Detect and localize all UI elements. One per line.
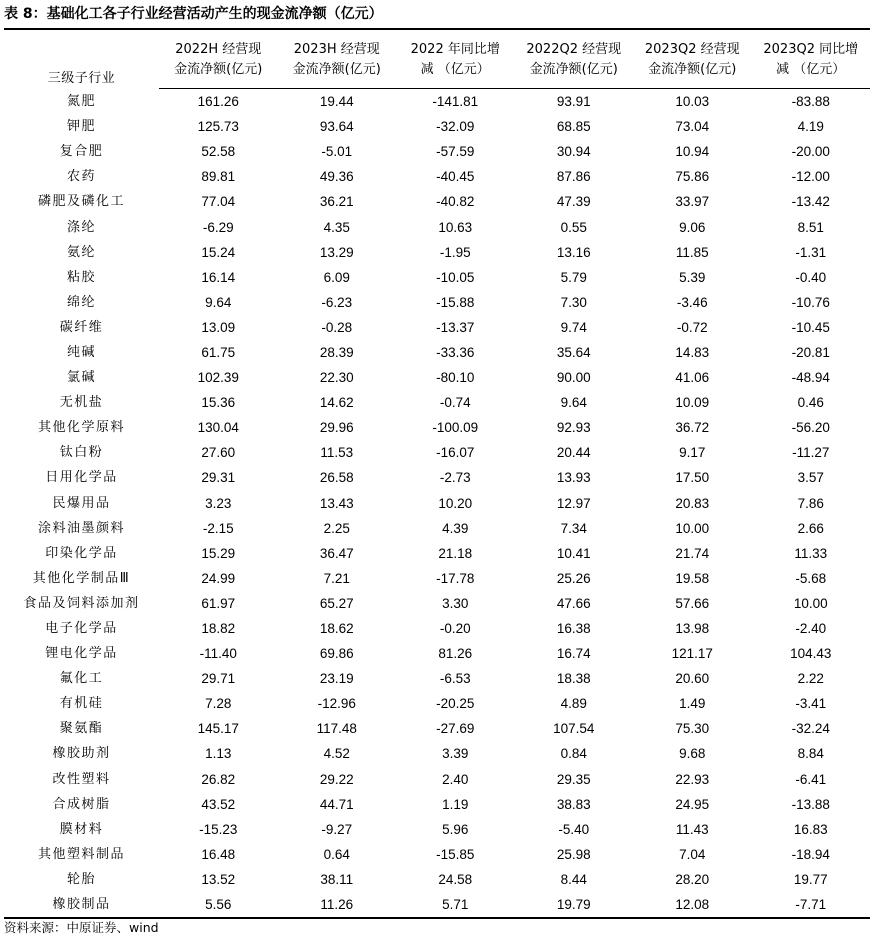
value-cell: 15.24 — [201, 244, 236, 260]
value-cell: 10.94 — [675, 144, 710, 160]
table-row — [4, 792, 870, 817]
value-cell: 13.16 — [556, 244, 591, 260]
value-cell: 13.43 — [319, 495, 354, 511]
value-cell: 49.36 — [319, 169, 354, 185]
value-cell: 117.48 — [316, 721, 357, 737]
subindustry-name: 其他塑料制品 — [37, 846, 125, 862]
value-cell: 18.62 — [319, 621, 354, 637]
value-cell: 4.35 — [323, 219, 350, 235]
subindustry-name: 氮肥 — [66, 93, 96, 109]
table-row — [4, 164, 870, 189]
subindustry-name: 民爆用品 — [52, 495, 111, 511]
value-cell: 16.48 — [201, 846, 236, 862]
header-subindustry: 三级子行业 — [4, 29, 159, 89]
table-row — [4, 491, 870, 516]
value-cell: -12.96 — [317, 696, 356, 712]
table-row — [4, 842, 870, 867]
value-cell: 9.64 — [205, 294, 232, 310]
value-cell: 65.27 — [319, 595, 354, 611]
table-body — [4, 89, 870, 919]
value-cell: -15.88 — [436, 294, 475, 310]
table-row — [4, 867, 870, 892]
value-cell: -15.85 — [436, 846, 475, 862]
value-cell: 20.83 — [675, 495, 710, 511]
value-cell: -83.88 — [791, 94, 830, 110]
value-cell: 47.66 — [556, 595, 591, 611]
value-cell: 10.03 — [675, 94, 710, 110]
value-cell: 161.26 — [197, 94, 239, 110]
value-cell: -0.28 — [321, 319, 353, 335]
subindustry-name: 聚氨酯 — [59, 721, 104, 737]
subindustry-name: 其他化学制品Ⅲ — [32, 570, 131, 586]
value-cell: 29.35 — [556, 771, 591, 787]
value-cell: 130.04 — [197, 420, 239, 436]
value-cell: 92.93 — [556, 420, 591, 436]
value-cell: -2.15 — [202, 520, 234, 536]
table-row — [4, 390, 870, 415]
value-cell: 41.06 — [675, 370, 710, 386]
value-cell: -48.94 — [791, 370, 830, 386]
value-cell: -15.23 — [199, 821, 238, 837]
value-cell: 5.39 — [679, 269, 706, 285]
subindustry-name: 锂电化学品 — [45, 646, 118, 662]
value-cell: -18.94 — [791, 846, 830, 862]
value-cell: 38.83 — [556, 796, 591, 812]
value-cell: -10.45 — [791, 319, 830, 335]
subindustry-name: 轮胎 — [66, 871, 96, 887]
table-row — [4, 240, 870, 265]
value-cell: 9.17 — [679, 445, 706, 461]
value-cell: -1.95 — [439, 244, 471, 260]
subindustry-name: 氯碱 — [66, 370, 96, 386]
value-cell: 19.44 — [319, 94, 354, 110]
table-row — [4, 265, 870, 290]
value-cell: 8.51 — [797, 219, 824, 235]
value-cell: 18.82 — [201, 621, 236, 637]
value-cell: 22.30 — [319, 370, 354, 386]
cashflow-table — [4, 28, 870, 919]
value-cell: -40.82 — [436, 194, 475, 210]
table-row — [4, 315, 870, 340]
value-cell: 15.29 — [201, 545, 236, 561]
table-row — [4, 566, 870, 591]
value-cell: 11.33 — [794, 545, 828, 561]
header-col-4-line2: 金流净额(亿元) — [515, 60, 634, 89]
value-cell: -10.76 — [791, 294, 830, 310]
value-cell: 4.19 — [797, 119, 824, 135]
value-cell: -56.20 — [791, 420, 830, 436]
value-cell: 28.20 — [675, 871, 710, 887]
value-cell: 3.57 — [797, 470, 824, 486]
value-cell: -40.45 — [436, 169, 475, 185]
table-row — [4, 716, 870, 741]
table-row — [4, 691, 870, 716]
value-cell: -57.59 — [436, 144, 475, 160]
table-row — [4, 89, 870, 115]
value-cell: 1.49 — [679, 696, 706, 712]
value-cell: 36.21 — [319, 194, 354, 210]
value-cell: -20.81 — [791, 344, 830, 360]
header-col-5-line1: 2023Q2 经营现 — [633, 29, 752, 60]
value-cell: 20.60 — [675, 671, 710, 687]
header-col-4-line1: 2022Q2 经营现 — [515, 29, 634, 60]
value-cell: -27.69 — [436, 721, 475, 737]
value-cell: 38.11 — [320, 871, 354, 887]
value-cell: -3.41 — [795, 696, 827, 712]
subindustry-name: 橡胶助剂 — [52, 746, 111, 762]
table-row — [4, 541, 870, 566]
value-cell: -32.24 — [791, 721, 830, 737]
subindustry-name: 日用化学品 — [45, 470, 118, 486]
value-cell: -80.10 — [436, 370, 475, 386]
table-row — [4, 415, 870, 440]
subindustry-name: 合成树脂 — [52, 796, 111, 812]
value-cell: 16.74 — [556, 646, 591, 662]
value-cell: 24.95 — [675, 796, 710, 812]
subindustry-name: 纯碱 — [66, 344, 96, 360]
value-cell: 14.83 — [675, 344, 710, 360]
value-cell: 11.43 — [675, 821, 709, 837]
value-cell: 13.52 — [201, 871, 236, 887]
value-cell: 68.85 — [556, 119, 591, 135]
subindustry-name: 橡胶制品 — [4, 892, 159, 918]
value-cell: 1.13 — [205, 746, 232, 762]
subindustry-name: 绵纶 — [66, 294, 96, 310]
value-cell: 7.30 — [560, 294, 587, 310]
table-row — [4, 641, 870, 666]
table-row — [4, 516, 870, 541]
value-cell: 4.39 — [442, 520, 469, 536]
value-cell: 47.39 — [556, 194, 591, 210]
table-row — [4, 139, 870, 164]
value-cell: 5.56 — [159, 892, 278, 918]
table-row — [4, 465, 870, 490]
table-caption: 表 8：基础化工各子行业经营活动产生的现金流净额（亿元） — [4, 6, 383, 22]
value-cell: 25.26 — [556, 570, 591, 586]
value-cell: -32.09 — [436, 119, 475, 135]
subindustry-name: 涂料油墨颜料 — [37, 520, 125, 536]
value-cell: 77.04 — [201, 194, 236, 210]
header-col-1-line2: 金流净额(亿元) — [159, 60, 278, 89]
table-row — [4, 189, 870, 214]
value-cell: 7.04 — [679, 846, 706, 862]
value-cell: 0.84 — [560, 746, 587, 762]
subindustry-name: 粘胶 — [66, 269, 96, 285]
subindustry-name: 其他化学原料 — [37, 420, 125, 436]
value-cell: 125.73 — [197, 119, 239, 135]
header-col-2-line2: 金流净额(亿元) — [278, 60, 397, 89]
value-cell: 7.21 — [323, 570, 350, 586]
subindustry-name: 电子化学品 — [45, 621, 118, 637]
value-cell: 24.58 — [438, 871, 473, 887]
value-cell: 11.85 — [675, 244, 709, 260]
value-cell: -2.40 — [795, 621, 827, 637]
value-cell: 29.22 — [319, 771, 354, 787]
value-cell: -0.74 — [439, 395, 471, 411]
header-col-6-line2: 减 （亿元） — [752, 60, 871, 89]
value-cell: -13.42 — [791, 194, 830, 210]
subindustry-name: 印染化学品 — [45, 545, 118, 561]
value-cell: 28.39 — [319, 344, 354, 360]
value-cell: 4.89 — [560, 696, 587, 712]
value-cell: 73.04 — [675, 119, 710, 135]
value-cell: 17.50 — [675, 470, 710, 486]
value-cell: -6.53 — [439, 671, 471, 687]
value-cell: -5.40 — [558, 821, 590, 837]
value-cell: 11.53 — [320, 445, 354, 461]
subindustry-name: 碳纤维 — [59, 319, 104, 335]
value-cell: 14.62 — [319, 395, 354, 411]
value-cell: -5.01 — [321, 144, 353, 160]
subindustry-name: 钛白粉 — [59, 445, 104, 461]
value-cell: 52.58 — [201, 144, 236, 160]
value-cell: 44.71 — [319, 796, 354, 812]
value-cell: 16.14 — [201, 269, 236, 285]
table-row — [4, 440, 870, 465]
value-cell: 30.94 — [556, 144, 591, 160]
value-cell: 16.38 — [556, 621, 591, 637]
value-cell: 61.75 — [201, 344, 236, 360]
table-row — [4, 616, 870, 641]
header-col-1-line1: 2022H 经营现 — [159, 29, 278, 60]
value-cell: 61.97 — [201, 595, 236, 611]
value-cell: 75.86 — [675, 169, 710, 185]
value-cell: 69.86 — [319, 646, 354, 662]
value-cell: 36.47 — [319, 545, 354, 561]
value-cell: -9.27 — [321, 821, 353, 837]
value-cell: 102.39 — [197, 370, 239, 386]
value-cell: 0.46 — [797, 395, 824, 411]
value-cell: -100.09 — [432, 420, 479, 436]
value-cell: 21.18 — [438, 545, 473, 561]
table-row — [4, 591, 870, 616]
value-cell: 16.83 — [793, 821, 828, 837]
value-cell: 9.06 — [679, 219, 706, 235]
value-cell: 104.43 — [790, 646, 832, 662]
value-cell: -13.88 — [791, 796, 830, 812]
value-cell: 75.30 — [675, 721, 710, 737]
value-cell: 8.44 — [560, 871, 587, 887]
value-cell: 2.22 — [797, 671, 824, 687]
table-row — [4, 290, 870, 315]
value-cell: 19.79 — [515, 892, 634, 918]
value-cell: 4.52 — [323, 746, 350, 762]
value-cell: 5.71 — [396, 892, 515, 918]
value-cell: 8.84 — [797, 746, 824, 762]
value-cell: 2.25 — [323, 520, 350, 536]
subindustry-name: 无机盐 — [59, 395, 104, 411]
value-cell: 29.31 — [201, 470, 236, 486]
value-cell: 87.86 — [556, 169, 591, 185]
subindustry-name: 食品及饲料添加剂 — [23, 595, 140, 611]
value-cell: 12.97 — [556, 495, 591, 511]
value-cell: -13.37 — [436, 319, 475, 335]
value-cell: 27.60 — [201, 445, 236, 461]
value-cell: 5.79 — [560, 269, 587, 285]
value-cell: 33.97 — [675, 194, 710, 210]
subindustry-name: 复合肥 — [59, 144, 104, 160]
value-cell: -11.27 — [792, 445, 830, 461]
value-cell: 7.86 — [797, 495, 824, 511]
table-row — [4, 767, 870, 792]
table-row — [4, 114, 870, 139]
value-cell: 43.52 — [201, 796, 236, 812]
value-cell: -20.00 — [791, 144, 830, 160]
table-row — [4, 666, 870, 691]
value-cell: 10.41 — [556, 545, 591, 561]
value-cell: 26.58 — [319, 470, 354, 486]
value-cell: -16.07 — [436, 445, 475, 461]
value-cell: 29.71 — [201, 671, 236, 687]
subindustry-name: 氟化工 — [59, 671, 104, 687]
value-cell: 29.96 — [319, 420, 354, 436]
value-cell: 121.17 — [671, 646, 713, 662]
value-cell: 81.26 — [438, 646, 473, 662]
value-cell: -10.05 — [436, 269, 475, 285]
value-cell: 35.64 — [556, 344, 591, 360]
header-col-2-line1: 2023H 经营现 — [278, 29, 397, 60]
header-col-3-line2: 减 （亿元） — [396, 60, 515, 89]
value-cell: -2.73 — [439, 470, 471, 486]
value-cell: 10.00 — [675, 520, 710, 536]
value-cell: 89.81 — [201, 169, 236, 185]
value-cell: 3.23 — [205, 495, 232, 511]
header-col-3-line1: 2022 年同比增 — [396, 29, 515, 60]
value-cell: -1.31 — [795, 244, 827, 260]
value-cell: -141.81 — [432, 94, 479, 110]
value-cell: 3.30 — [442, 595, 469, 611]
value-cell: 6.09 — [323, 269, 350, 285]
value-cell: 20.44 — [556, 445, 591, 461]
value-cell: 12.08 — [633, 892, 752, 918]
value-cell: 13.29 — [319, 244, 354, 260]
value-cell: 57.66 — [675, 595, 710, 611]
value-cell: 13.93 — [556, 470, 591, 486]
value-cell: 0.64 — [323, 846, 350, 862]
value-cell: 9.64 — [560, 395, 587, 411]
value-cell: 93.64 — [319, 119, 354, 135]
table-row — [4, 340, 870, 365]
value-cell: 9.68 — [679, 746, 706, 762]
value-cell: -7.71 — [752, 892, 871, 918]
subindustry-name: 磷肥及磷化工 — [37, 194, 125, 210]
value-cell: 0.55 — [560, 219, 587, 235]
header-col-5-line2: 金流净额(亿元) — [633, 60, 752, 89]
value-cell: 36.72 — [675, 420, 710, 436]
value-cell: -3.46 — [676, 294, 708, 310]
table-header — [4, 29, 870, 89]
table-row — [4, 741, 870, 766]
table-row — [4, 892, 870, 918]
value-cell: 3.39 — [442, 746, 469, 762]
value-cell: 11.26 — [278, 892, 397, 918]
value-cell: 24.99 — [201, 570, 236, 586]
table-row — [4, 365, 870, 390]
value-cell: -11.40 — [199, 646, 237, 662]
value-cell: 5.96 — [442, 821, 469, 837]
value-cell: -12.00 — [791, 169, 830, 185]
subindustry-name: 膜材料 — [59, 821, 104, 837]
value-cell: 19.58 — [675, 570, 710, 586]
value-cell: 2.40 — [442, 771, 469, 787]
value-cell: -0.40 — [795, 269, 827, 285]
header-col-6-line1: 2023Q2 同比增 — [752, 29, 871, 60]
table-row — [4, 817, 870, 842]
value-cell: 9.74 — [560, 319, 587, 335]
subindustry-name: 涤纶 — [66, 219, 96, 235]
subindustry-name: 钾肥 — [66, 119, 96, 135]
value-cell: -17.78 — [436, 570, 475, 586]
value-cell: 13.09 — [201, 319, 236, 335]
value-cell: 7.34 — [560, 520, 587, 536]
value-cell: -6.41 — [795, 771, 827, 787]
value-cell: 19.77 — [793, 871, 828, 887]
value-cell: 90.00 — [556, 370, 591, 386]
value-cell: 18.38 — [556, 671, 591, 687]
subindustry-name: 氨纶 — [66, 244, 96, 260]
value-cell: 107.54 — [553, 721, 595, 737]
value-cell: -0.20 — [439, 621, 471, 637]
value-cell: 23.19 — [319, 671, 354, 687]
value-cell: 10.63 — [438, 219, 473, 235]
value-cell: 26.82 — [201, 771, 236, 787]
value-cell: 22.93 — [675, 771, 710, 787]
value-cell: 10.09 — [675, 395, 710, 411]
value-cell: -20.25 — [436, 696, 475, 712]
value-cell: 93.91 — [556, 94, 591, 110]
value-cell: 1.19 — [442, 796, 469, 812]
value-cell: 10.00 — [793, 595, 828, 611]
table-row — [4, 214, 870, 239]
value-cell: 145.17 — [197, 721, 239, 737]
subindustry-name: 有机硅 — [59, 696, 104, 712]
value-cell: -5.68 — [795, 570, 827, 586]
value-cell: 21.74 — [675, 545, 710, 561]
value-cell: -6.23 — [321, 294, 353, 310]
value-cell: 13.98 — [675, 621, 710, 637]
value-cell: 25.98 — [556, 846, 591, 862]
subindustry-name: 改性塑料 — [52, 771, 111, 787]
value-cell: -33.36 — [436, 344, 475, 360]
value-cell: 10.20 — [438, 495, 473, 511]
value-cell: -0.72 — [676, 319, 708, 335]
value-cell: -6.29 — [202, 219, 234, 235]
value-cell: 7.28 — [205, 696, 232, 712]
source-note: 资料来源：中原证券、wind — [4, 920, 159, 935]
value-cell: 15.36 — [201, 395, 236, 411]
subindustry-name: 农药 — [66, 169, 96, 185]
value-cell: 2.66 — [797, 520, 824, 536]
